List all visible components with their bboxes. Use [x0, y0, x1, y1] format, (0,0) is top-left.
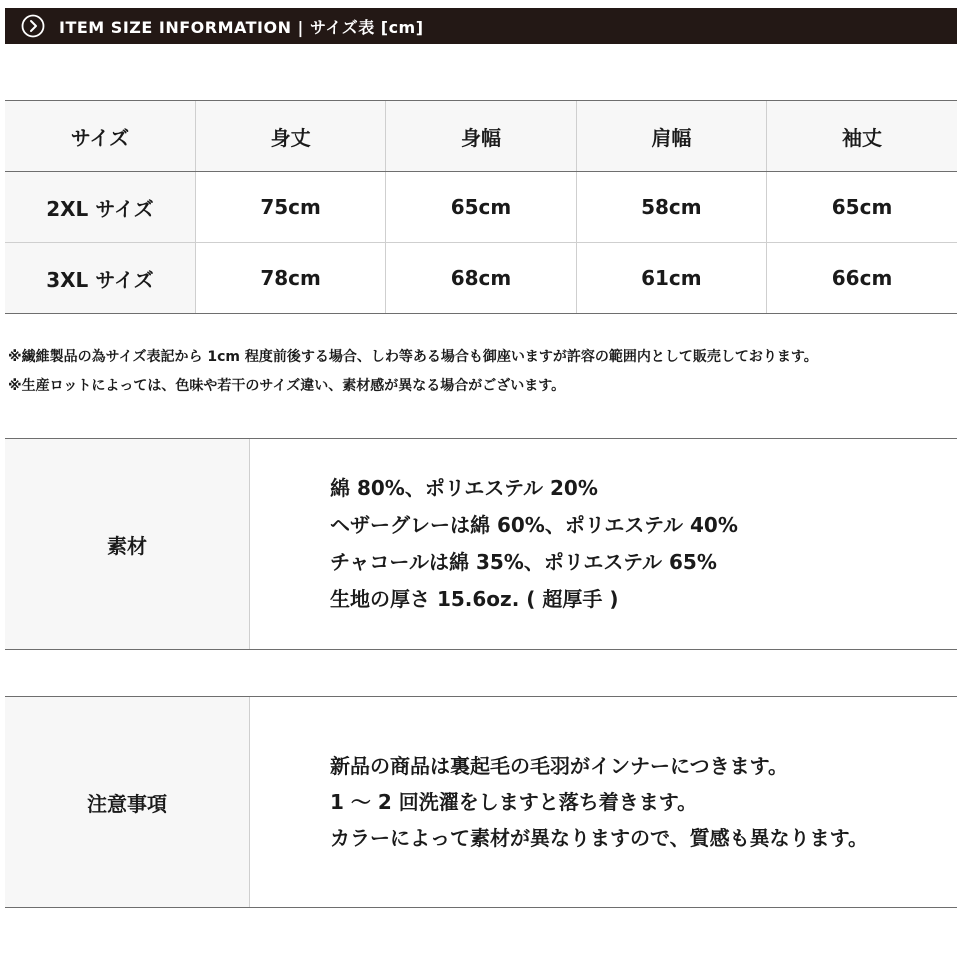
- note-line: ※繊維製品の為サイズ表記から 1cm 程度前後する場合、しわ等ある場合も御座いますが許容の範囲内として販売しております。: [8, 349, 818, 365]
- table-cell: 58cm: [576, 172, 766, 243]
- size-label-cell: 2XL サイズ: [5, 172, 195, 243]
- material-section: [5, 438, 957, 650]
- material-label: 素材: [5, 439, 250, 649]
- column-header-body-length: 身丈: [195, 101, 385, 172]
- material-line: チャコールは綿 35%、ポリエステル 65%: [330, 550, 717, 574]
- table-row: [5, 172, 957, 243]
- size-table-header-row: [5, 101, 957, 172]
- table-cell: 66cm: [767, 243, 957, 314]
- column-header-size: サイズ: [5, 101, 195, 172]
- chevron-right-circle-icon: [21, 14, 45, 38]
- table-row: [5, 243, 957, 314]
- section-title: ITEM SIZE INFORMATION | サイズ表 [cm]: [59, 17, 424, 37]
- caution-content: [250, 697, 957, 907]
- material-content: [250, 439, 957, 649]
- section-header: [5, 8, 957, 44]
- table-cell: 61cm: [576, 243, 766, 314]
- column-header-sleeve-length: 袖丈: [767, 101, 957, 172]
- size-notes: [8, 343, 956, 401]
- note-line: ※生産ロットによっては、色味や若干のサイズ違い、素材感が異なる場合がございます。: [8, 378, 566, 394]
- caution-section: [5, 696, 957, 908]
- table-cell: 68cm: [386, 243, 576, 314]
- material-line: ヘザーグレーは綿 60%、ポリエステル 40%: [330, 513, 738, 537]
- caution-line: 1 〜 2 回洗濯をしますと落ち着きます。: [330, 790, 698, 814]
- table-cell: 78cm: [195, 243, 385, 314]
- caution-line: 新品の商品は裏起毛の毛羽がインナーにつきます。: [330, 754, 788, 778]
- caution-label: 注意事項: [5, 697, 250, 907]
- column-header-shoulder-width: 肩幅: [576, 101, 766, 172]
- size-table: [5, 100, 957, 314]
- material-line: 綿 80%、ポリエステル 20%: [330, 476, 598, 500]
- size-label-cell: 3XL サイズ: [5, 243, 195, 314]
- table-cell: 65cm: [767, 172, 957, 243]
- caution-line: カラーによって素材が異なりますので、質感も異なります。: [330, 826, 868, 850]
- table-cell: 65cm: [386, 172, 576, 243]
- table-cell: 75cm: [195, 172, 385, 243]
- column-header-body-width: 身幅: [386, 101, 576, 172]
- material-line: 生地の厚さ 15.6oz. ( 超厚手 ): [330, 587, 619, 611]
